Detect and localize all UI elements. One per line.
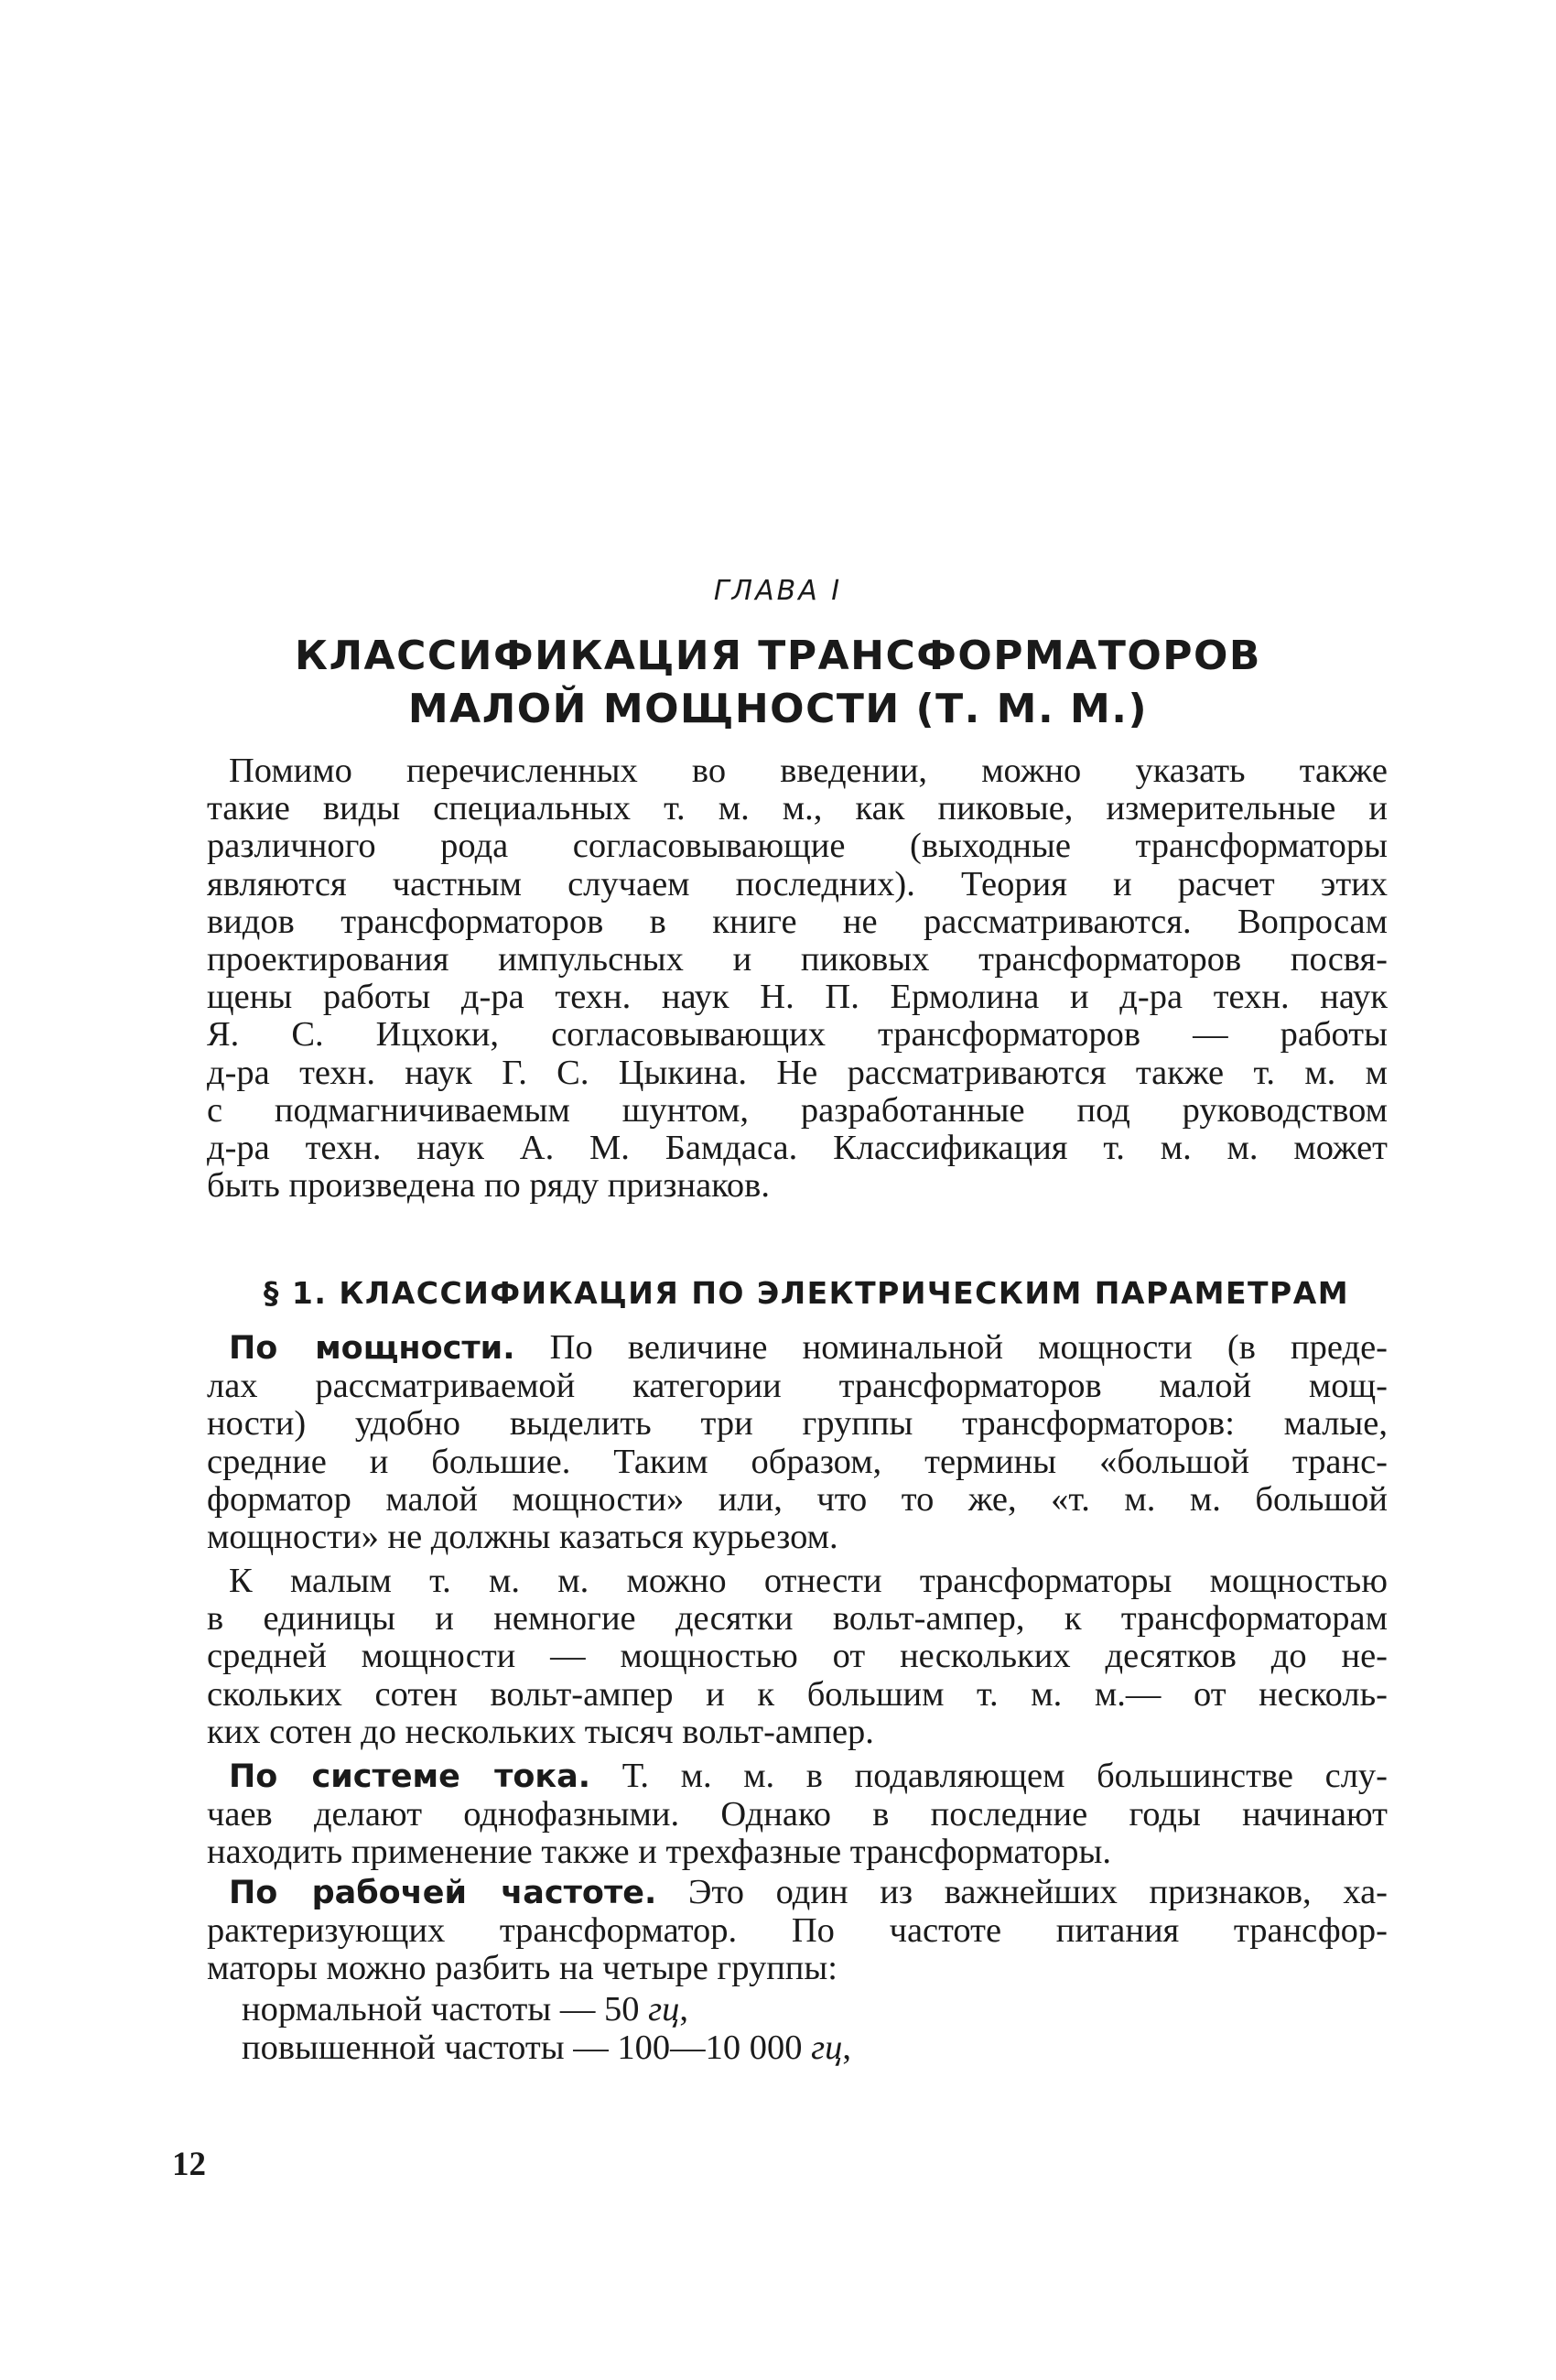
text-line: К малым т. м. м. можно отнести трансформаторы мощностью (229, 1562, 1388, 1600)
text-line: маторы можно разбить на четыре группы: (207, 1949, 837, 1988)
text-line: находить применение также и трехфазные трансформаторы. (207, 1833, 1111, 1872)
text-line: д-ра техн. наук А. М. Бамдаса. Классификация т. м. м. может (207, 1129, 1388, 1168)
text-line: быть произведена по ряду признаков. (207, 1166, 770, 1206)
list-item-end: , (679, 1990, 688, 2028)
page-number: 12 (172, 2146, 206, 2183)
text-line: рактеризующих трансформатор. По частоте питания трансфор- (207, 1911, 1388, 1951)
list-item-end: , (842, 2028, 852, 2067)
chapter-title-line-2: МАЛОЙ МОЩНОСТИ (Т. М. М.) (407, 686, 1149, 732)
text-line: проектирования импульсных и пиковых трансформаторов посвя- (207, 940, 1388, 979)
text-line: видов трансформаторов в книге не рассматриваются. Вопросам (207, 902, 1388, 941)
current-system-paragraph (207, 1758, 1388, 1872)
chapter-title-line-1: КЛАССИФИКАЦИЯ ТРАНСФОРМАТОРОВ (295, 633, 1261, 679)
text-line: мощности» не должны казаться курьезом. (207, 1518, 838, 1557)
text-line: с подмагничиваемым шунтом, разработанные под руководством (207, 1090, 1388, 1130)
text-line: лах рассматриваемой категории трансформаторов малой мощ- (207, 1367, 1388, 1406)
frequency-list-item (242, 1989, 688, 2029)
intro-paragraph (207, 752, 1388, 1205)
unit-label: гц (648, 1990, 680, 2028)
text-line: Я. С. Ицхоки, согласовывающих трансформаторов — работы (207, 1015, 1388, 1055)
unit-label: гц (811, 2028, 843, 2067)
chapter-title (0, 630, 1556, 736)
text-line: форматор малой мощности» или, что то же, «т. м. м. большой (207, 1479, 1388, 1519)
chapter-label: ГЛАВА I (713, 575, 843, 607)
text-line (207, 1758, 1388, 1796)
small-power-paragraph (207, 1563, 1388, 1751)
text-line: такие виды специальных т. м. м., как пиковые, измерительные и (207, 789, 1388, 828)
text-line: ности) удобно выделить три группы трансформаторов: малые, (207, 1404, 1388, 1444)
text-line: в единицы и немногие десятки вольт-ампер, к трансформаторам (207, 1599, 1388, 1639)
text-line: щены работы д-ра техн. наук Н. П. Ермолина и д-ра техн. наук (207, 978, 1388, 1017)
text-line: д-ра техн. наук Г. С. Цыкина. Не рассматриваются также т. м. м (207, 1053, 1388, 1092)
text-line: чаев делают однофазными. Однако в последние годы начинают (207, 1795, 1388, 1834)
frequency-paragraph (207, 1874, 1388, 1988)
text-line: различного рода согласовывающие (выходные трансформаторы (207, 827, 1388, 866)
list-item-text: нормальной частоты — 50 (242, 1990, 649, 2028)
text-line: Помимо перечисленных во введении, можно указать также (229, 752, 1388, 790)
list-item-text: повышенной частоты — 100—10 000 (242, 2028, 812, 2067)
text-line: скольких сотен вольт-ампер и к большим т. м. м.— от несколь- (207, 1674, 1388, 1714)
frequency-list-item (242, 2028, 851, 2068)
power-paragraph (207, 1329, 1388, 1556)
run-in-heading: По системе тока. (229, 1758, 591, 1795)
text-fragment: Это один из важнейших признаков, ха- (656, 1873, 1389, 1911)
run-in-heading: По рабочей частоте. (229, 1875, 657, 1911)
text-line: ких сотен до нескольких тысяч вольт-ампер. (207, 1712, 874, 1751)
text-fragment: По величине номинальной мощности (в преде- (514, 1328, 1388, 1367)
text-line (207, 1329, 1388, 1368)
text-fragment: Т. м. м. в подавляющем большинстве слу- (590, 1757, 1388, 1795)
text-line: являются частным случаем последних). Теория и расчет этих (207, 864, 1388, 903)
text-line: средние и большие. Таким образом, термины «большой транс- (207, 1442, 1388, 1481)
section-heading: § 1. КЛАССИФИКАЦИЯ ПО ЭЛЕКТРИЧЕСКИМ ПАРАМЕТРАМ (263, 1275, 1350, 1311)
run-in-heading: По мощности. (229, 1330, 515, 1367)
text-line (207, 1874, 1388, 1912)
text-line: средней мощности — мощностью от нескольких десятков до не- (207, 1637, 1388, 1676)
